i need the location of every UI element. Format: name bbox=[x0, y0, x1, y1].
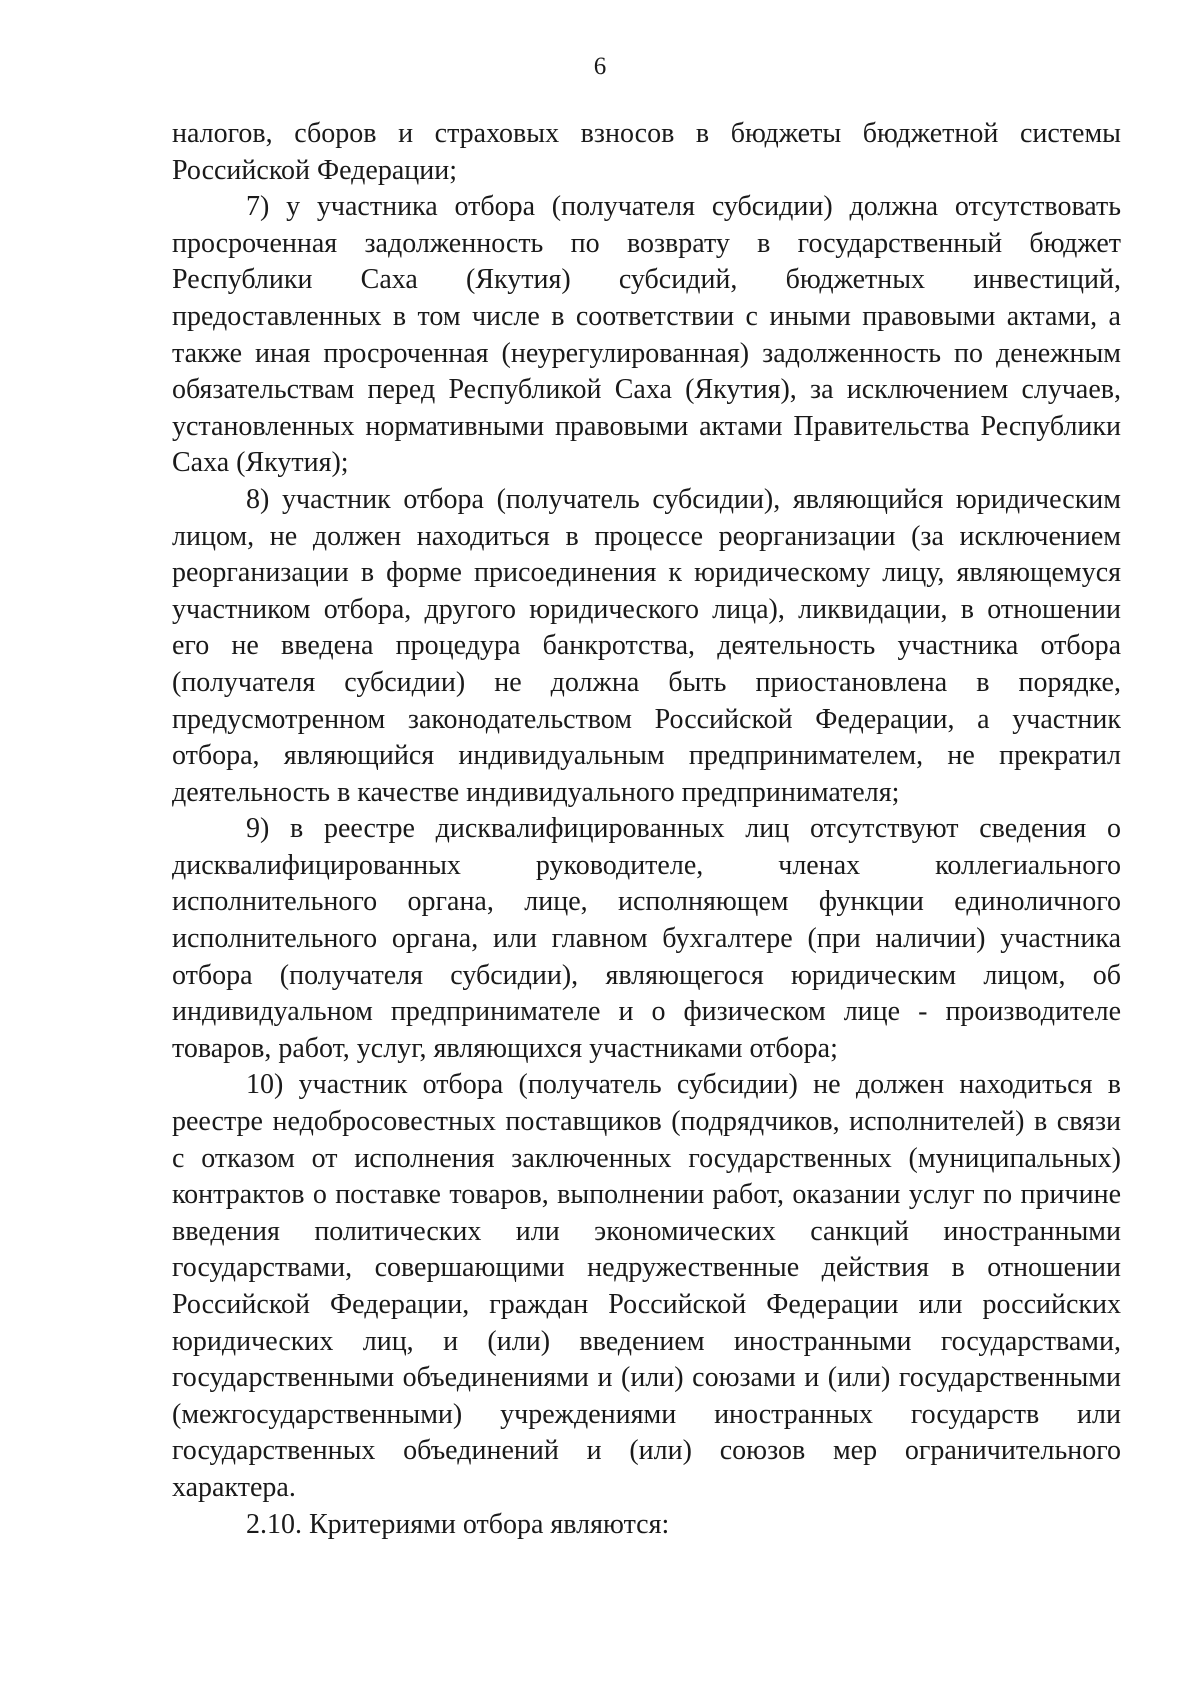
paragraph-taxes-continuation: налогов, сборов и страховых взносов в бюджеты бюджетной системы Российской Федерации; bbox=[172, 118, 1121, 186]
page-number: 6 bbox=[593, 53, 607, 80]
paragraph-item-9: 9) в реестре дисквалифицированных лиц отсутствуют сведения о дисквалифицированных руководителе, членах коллегиального исполнительного органа, лице, исполняющем функции единоличного исполнительного органа, или главном бухгалтере (при наличии) участника отбора (получателя субсидии), являющегося юридическим лицом, об индивидуальном предпринимателе и о физическом лице - производителе товаров, работ, услуг, являющихся участниками отбора; bbox=[172, 813, 1121, 1064]
paragraph-item-8: 8) участник отбора (получатель субсидии), являющийся юридическим лицом, не должен находиться в процессе реорганизации (за исключением реорганизации в форме присоединения к юридическому лицу, являющемуся участником отбора, другого юридического лица), ликвидации, в отношении его не введена процедура банкротства, деятельность участника отбора (получателя субсидии) не должна быть приостановлена в порядке, предусмотренном законодательством Российской Федерации, а участник отбора, являющийся индивидуальным предпринимателем, не прекратил деятельность в качестве индивидуального предпринимателя; bbox=[172, 483, 1121, 808]
paragraph-item-7: 7) у участника отбора (получателя субсидии) должна отсутствовать просроченная задолженность по возврату в государственный бюджет Республики Саха (Якутия) субсидий, бюджетных инвестиций, предоставленных в том числе в соответствии с иными правовыми актами, а также иная просроченная (неурегулированная) задолженность по денежным обязательствам перед Республикой Саха (Якутия), за исключением случаев, установленных нормативными правовыми актами Правительства Республики Саха (Якутия); bbox=[172, 191, 1121, 479]
document-body bbox=[172, 116, 1121, 1543]
paragraph-section-2-10: 2.10. Критериями отбора являются: bbox=[246, 1508, 670, 1540]
paragraph-item-10: 10) участник отбора (получатель субсидии) не должен находиться в реестре недобросовестных поставщиков (подрядчиков, исполнителей) в связи с отказом от исполнения заключенных государственных (муниципальных) контрактов о поставке товаров, выполнении работ, оказании услуг по причине введения политических или экономических санкций иностранными государствами, совершающими недружественные действия в отношении Российской Федерации, граждан Российской Федерации или российских юридических лиц, и (или) введением иностранными государствами, государственными объединениями и (или) союзами и (или) государственными (межгосударственными) учреждениями иностранных государств или государственных объединений и (или) союзов мер ограничительного характера. bbox=[172, 1069, 1121, 1503]
